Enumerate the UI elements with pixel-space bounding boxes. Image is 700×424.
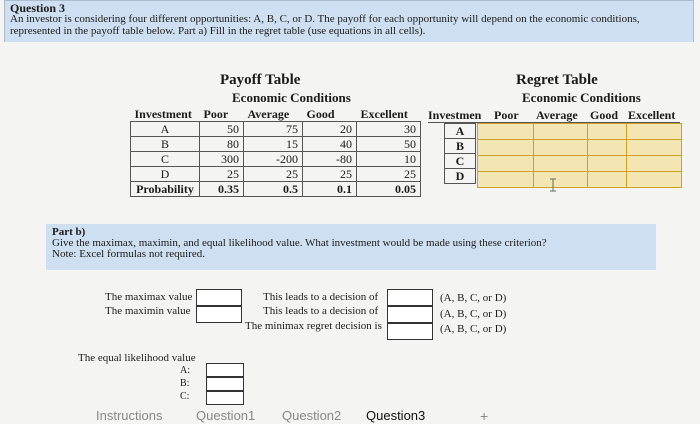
regret-input-cell[interactable] [587,123,627,140]
decision-input[interactable] [387,306,433,323]
payoff-table [130,107,421,197]
row-label[interactable]: C [445,154,476,169]
regret-header[interactable]: Poor [494,108,519,122]
value-cell[interactable]: -80 [303,152,357,167]
decision-input[interactable] [387,289,433,306]
regret-input-cell[interactable] [626,155,682,172]
decision-label: This leads to a decision of [263,305,379,317]
regret-input-cell[interactable] [626,123,682,140]
value-cell[interactable]: 25 [357,167,421,182]
value-cell[interactable]: 30 [357,122,421,137]
question-text: An investor is considering four different opportunities: A, B, C, or D. The payoff for each opportunity will depend on the economic conditions, represented in the payoff table below. Part a) Fill in the regret table (use equations in all cells). [10,13,640,37]
regret-input-cell[interactable] [587,155,627,172]
text-cursor-icon [548,178,558,192]
regret-input-cell[interactable] [626,171,682,188]
question-header [4,0,694,44]
header-cell[interactable]: Investment [131,107,200,122]
value-cell[interactable]: 25 [244,167,303,182]
value-cell[interactable]: -200 [244,152,303,167]
regret-input-cell[interactable] [533,155,588,172]
payoff-header-row [131,107,421,122]
row-label[interactable]: B [445,139,476,154]
regret-header[interactable]: Excellent [628,108,676,122]
table-row [131,122,421,137]
option-c-label: C: [180,391,190,402]
part-b-box [46,224,656,270]
value-cell[interactable]: 80 [200,137,244,152]
maximin-label: The maximin value [105,305,191,317]
row-label[interactable]: D [445,169,476,184]
minimax-regret-input[interactable] [387,323,433,340]
regret-input-cell[interactable] [477,155,534,172]
value-cell[interactable]: 15 [244,137,303,152]
probability-cell[interactable]: 0.1 [303,182,357,197]
regret-header[interactable]: Good [590,108,619,122]
payoff-table-title: Payoff Table [220,72,301,88]
value-cell[interactable]: 25 [303,167,357,182]
question-title: Question 3 [10,1,66,15]
equal-likelihood-input-c[interactable] [206,391,244,405]
header-cell[interactable]: Excellent [357,107,421,122]
row-label[interactable]: D [131,167,200,182]
value-cell[interactable]: 10 [357,152,421,167]
row-label[interactable]: A [445,124,476,139]
regret-input-cell[interactable] [533,123,588,140]
table-row [131,137,421,152]
value-cell[interactable]: 50 [200,122,244,137]
choice-hint: (A, B, C, or D) [440,292,507,304]
probability-cell[interactable]: 0.05 [357,182,421,197]
header-cell[interactable]: Poor [200,107,244,122]
probability-cell[interactable]: 0.5 [244,182,303,197]
row-label[interactable]: Probability [131,182,200,197]
row-label[interactable]: B [131,137,200,152]
probability-cell[interactable]: 0.35 [200,182,244,197]
regret-input-cell[interactable] [587,139,627,156]
tab-instructions[interactable]: Instructions [96,408,163,423]
option-a-label: A: [180,365,190,376]
regret-subtitle: Economic Conditions [522,90,641,105]
regret-table-title: Regret Table [516,72,598,88]
regret-input-cell[interactable] [533,171,588,188]
part-b-note: Note: Excel formulas not required. [52,248,206,260]
row-label[interactable]: C [131,152,200,167]
value-cell[interactable]: 25 [200,167,244,182]
equal-likelihood-input-b[interactable] [206,377,244,391]
part-b-instructions: Give the maximax, maximin, and equal likelihood value. What investment would be made using these criterion? [52,237,547,249]
choice-hint: (A, B, C, or D) [440,323,507,335]
row-label[interactable]: A [131,122,200,137]
regret-input-cell[interactable] [626,139,682,156]
add-sheet-icon[interactable]: + [480,408,489,424]
maximax-input[interactable] [196,289,242,306]
table-row [131,167,421,182]
value-cell[interactable]: 20 [303,122,357,137]
header-cell[interactable]: Good [303,107,357,122]
value-cell[interactable]: 40 [303,137,357,152]
sheet-tabs [0,406,700,422]
tab-question1[interactable]: Question1 [196,408,256,423]
regret-input-cell[interactable] [477,171,534,188]
tab-question3[interactable]: Question3 [366,408,426,423]
value-cell[interactable]: 300 [200,152,244,167]
regret-row-labels [444,123,476,184]
choice-hint: (A, B, C, or D) [440,308,507,320]
value-cell[interactable]: 50 [357,137,421,152]
payoff-subtitle: Economic Conditions [232,90,351,105]
option-b-label: B: [180,378,190,389]
equal-likelihood-label: The equal likelihood value [78,352,196,364]
decision-label: This leads to a decision of [263,291,379,303]
maximin-input[interactable] [196,306,242,323]
regret-input-cell[interactable] [533,139,588,156]
maximax-label: The maximax value [105,291,193,303]
regret-input-cell[interactable] [587,171,627,188]
tab-question2[interactable]: Question2 [282,408,342,423]
regret-header[interactable]: Average [536,108,578,122]
minimax-regret-label: The minimax regret decision is [245,320,382,332]
equal-likelihood-input-a[interactable] [206,363,244,377]
value-cell[interactable]: 75 [244,122,303,137]
regret-input-cell[interactable] [477,123,534,140]
regret-header[interactable]: Investmen [428,108,482,122]
part-b-title: Part b) [52,226,86,238]
probability-row [131,182,421,197]
table-row [131,152,421,167]
header-cell[interactable]: Average [244,107,303,122]
regret-input-cell[interactable] [477,139,534,156]
